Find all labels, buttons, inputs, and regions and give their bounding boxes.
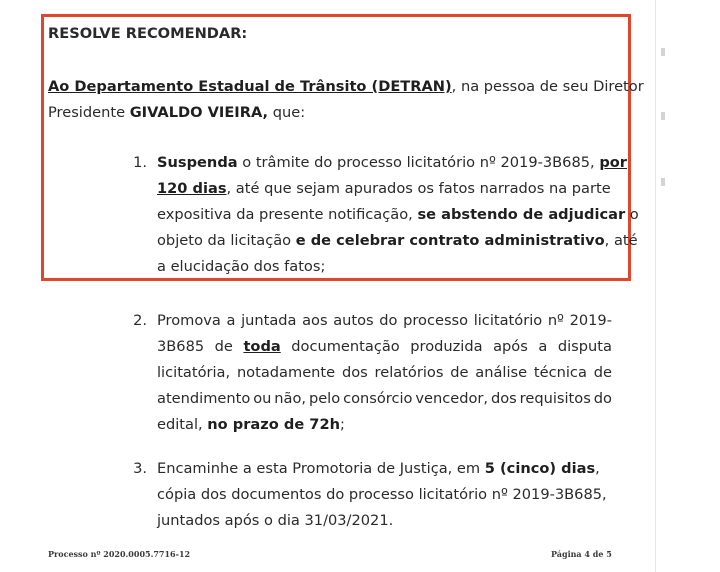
- item-line: Encaminhe a esta Promotoria de Justiça, em 5 (cinco) dias,: [157, 460, 600, 477]
- margin-mark: [661, 178, 665, 186]
- item-line: cópia dos documentos do processo licitatório nº 2019-3B685,: [157, 486, 607, 503]
- section-heading: RESOLVE RECOMENDAR:: [48, 25, 248, 42]
- item-line: atendimento ou não, pelo consórcio vencedor, dos requisitos do: [157, 390, 612, 407]
- margin-mark: [661, 48, 665, 56]
- item-line: 3B685 de toda documentação produzida após a disputa: [157, 338, 612, 355]
- footer-process-number: Processo nº 2020.0005.7716-12: [48, 549, 191, 559]
- item-line: expositiva da presente notificação, se abstendo de adjudicar o: [157, 206, 639, 223]
- recipient-line-2: Presidente GIVALDO VIEIRA, que:: [48, 104, 306, 121]
- item-line: Promova a juntada aos autos do processo licitatório nº 2019-: [157, 312, 612, 329]
- recipient-line-1: Ao Departamento Estadual de Trânsito (DETRAN), na pessoa de seu Diretor: [48, 78, 644, 95]
- item-line: 120 dias, até que sejam apurados os fatos narrados na parte: [157, 180, 611, 197]
- margin-mark: [661, 112, 665, 120]
- page-edge: [655, 0, 656, 572]
- item-number: 1.: [133, 154, 147, 171]
- item-line: juntados após o dia 31/03/2021.: [157, 512, 394, 529]
- footer-page-number: Página 4 de 5: [551, 549, 612, 559]
- item-line: a elucidação dos fatos;: [157, 258, 326, 275]
- item-number: 3.: [133, 460, 147, 477]
- item-line: licitatória, notadamente dos relatórios de análise técnica de: [157, 364, 612, 381]
- item-line: Suspenda o trâmite do processo licitatório nº 2019-3B685, por: [157, 154, 627, 171]
- item-line: edital, no prazo de 72h;: [157, 416, 345, 433]
- item-line: objeto da licitação e de celebrar contrato administrativo, até: [157, 232, 638, 249]
- item-number: 2.: [133, 312, 147, 329]
